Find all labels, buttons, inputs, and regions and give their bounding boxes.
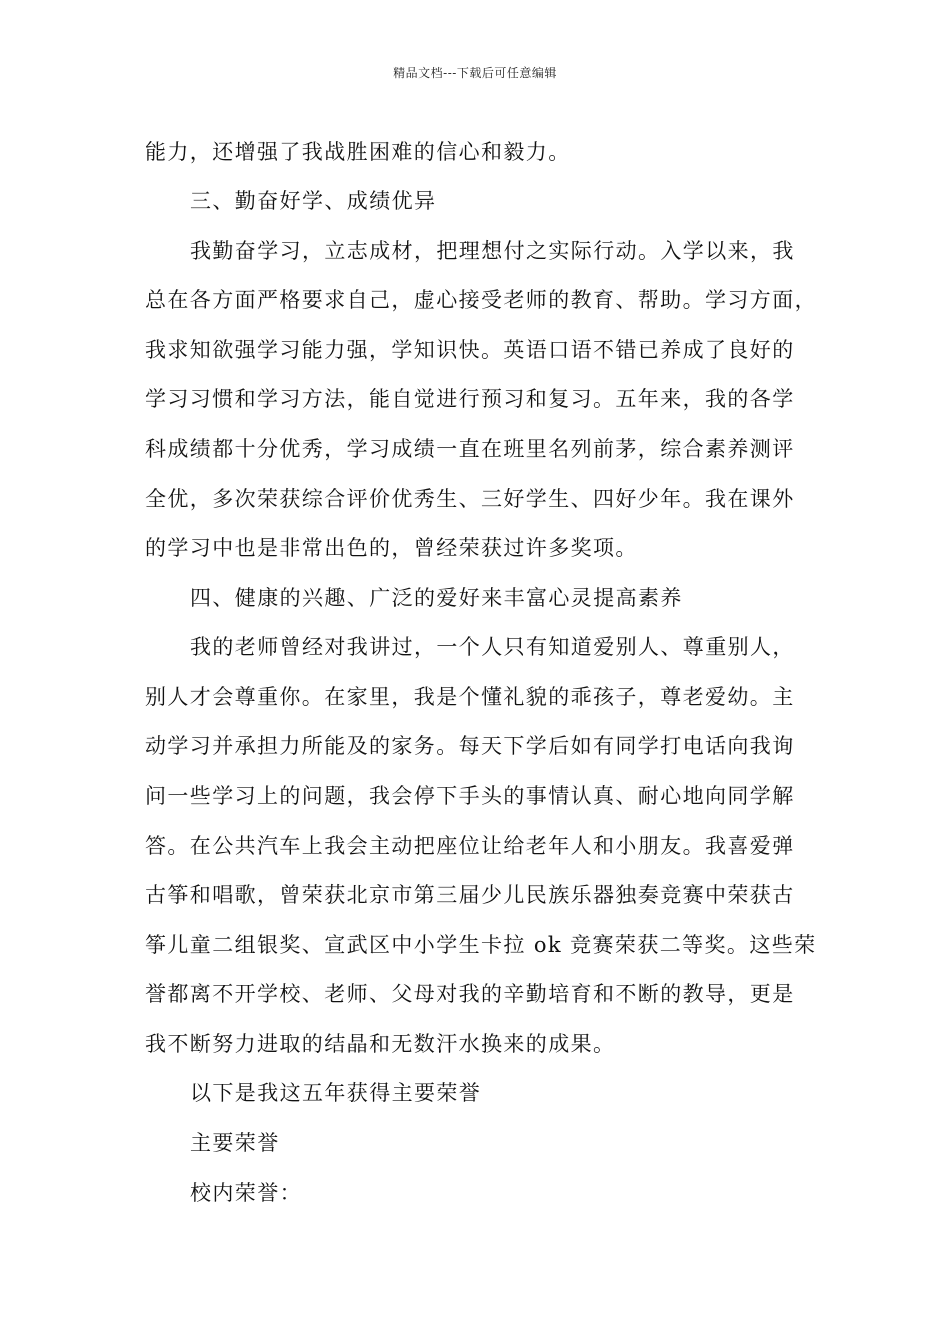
text-line: 主要荣誉: [190, 1131, 280, 1155]
section-heading: 四、健康的兴趣、广泛的爱好来丰富心灵提高素养: [190, 586, 683, 610]
text-line: 我的老师曾经对我讲过，一个人只有知道爱别人、尊重别人，: [190, 635, 795, 659]
text-line: 答。在公共汽车上我会主动把座位让给老年人和小朋友。我喜爱弹: [145, 834, 795, 858]
text-line: 能力，还增强了我战胜困难的信心和毅力。: [145, 140, 571, 164]
text-line: 校内荣誉：: [190, 1181, 302, 1205]
text-line: 问一些学习上的问题，我会停下手头的事情认真、耐心地向同学解: [145, 784, 795, 808]
text-line: 誉都离不开学校、老师、父母对我的辛勤培育和不断的教导，更是: [145, 982, 795, 1006]
text-line: 学习习惯和学习方法，能自觉进行预习和复习。五年来，我的各学: [145, 387, 795, 411]
text-line: 筝儿童二组银奖、宣武区中小学生卡拉 ok 竞赛荣获二等奖。这些荣: [145, 933, 817, 957]
text-line: 全优，多次荣获综合评价优秀生、三好学生、四好少年。我在课外: [145, 487, 795, 511]
text-line: 别人才会尊重你。在家里，我是个懂礼貌的乖孩子，尊老爱幼。主: [145, 685, 795, 709]
section-heading: 三、勤奋好学、成绩优异: [190, 189, 437, 213]
text-line: 以下是我这五年获得主要荣誉: [190, 1081, 482, 1105]
text-line: 总在各方面严格要求自己，虚心接受老师的教育、帮助。学习方面，: [145, 288, 817, 312]
text-line: 科成绩都十分优秀，学习成绩一直在班里名列前茅，综合素养测评: [145, 437, 795, 461]
text-line: 动学习并承担力所能及的家务。每天下学后如有同学打电话向我询: [145, 734, 795, 758]
text-line: 的学习中也是非常出色的，曾经荣获过许多奖项。: [145, 536, 638, 560]
page-header: 精品文档---下载后可任意编辑: [393, 66, 557, 80]
text-line: 我勤奋学习，立志成材，把理想付之实际行动。入学以来，我: [190, 239, 795, 263]
text-line: 我不断努力进取的结晶和无数汗水换来的成果。: [145, 1032, 616, 1056]
text-line: 古筝和唱歌，曾荣获北京市第三届少儿民族乐器独奏竞赛中荣获古: [145, 883, 795, 907]
text-line: 我求知欲强学习能力强，学知识快。英语口语不错已养成了良好的: [145, 338, 795, 362]
